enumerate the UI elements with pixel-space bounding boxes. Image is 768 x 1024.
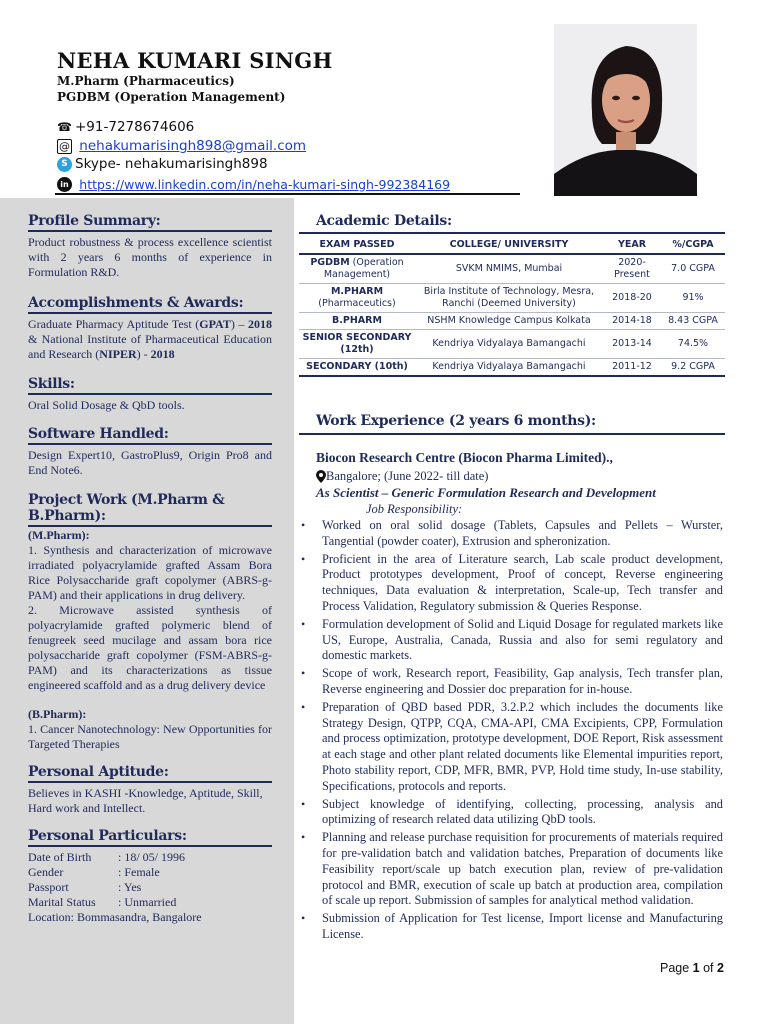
page-number: Page 1 of 2 bbox=[660, 961, 724, 975]
bpharm-label: (B.Pharm): bbox=[28, 707, 87, 721]
email-row bbox=[57, 138, 306, 154]
mpharm-label: (M.Pharm): bbox=[28, 528, 90, 542]
qualification-pgdbm: PGDBM (Operation Management) bbox=[57, 90, 286, 104]
location-pin-icon bbox=[316, 470, 326, 483]
particulars-row: Passport : Yes bbox=[28, 880, 142, 894]
list-item: • Submission of Application for Test license, Import license and Manufacturing License. bbox=[301, 911, 723, 941]
skype-row bbox=[57, 156, 268, 172]
col-score: %/CGPA bbox=[661, 236, 725, 254]
personal-particulars-heading: Personal Particulars: bbox=[28, 828, 272, 847]
profile-summary-text: Product robustness & process excellence scientist with 2 years 6 months of experience in Formulation R&D. bbox=[28, 235, 272, 279]
skype-id: Skype- nehakumarisingh898 bbox=[75, 156, 268, 172]
list-item: • Preparation of QBD based PDR, 3.2.P.2 which includes the documents like Strategy Design, QTPP, CQA, CMA-API, CMA Excipients, CPP, Formulation and process optimization, prototype development, DOE Report, Risk assessment at each stage and other plant related documents like Elemental impurities report, Photo stability report, CDP, MFR, BMR, PVP, Hold time study, In-use stability, Specifications, protocols and reports. bbox=[301, 699, 723, 793]
list-item: • Proficient in the area of Literature search, Lab scale product development, Product prototypes development, Proof of concept, Reverse engineering techniques, Data evaluation & interpretation, Scale-up, Tech transfer and Process Validation, Regulatory submission & Queries Response. bbox=[301, 551, 723, 613]
personal-aptitude-section bbox=[28, 764, 272, 816]
profile-summary-section bbox=[28, 213, 272, 280]
work-location: Bangalore; (June 2022- till date) bbox=[316, 469, 488, 484]
job-role: As Scientist – Generic Formulation Research and Development bbox=[316, 485, 656, 500]
email-icon: @ bbox=[59, 139, 70, 153]
list-item: • Planning and release purchase requisition for procurements of materials required for pre-validation batch and validation batches, Preparation of documents like Feasibility report/scale up batch execution plan, review of pre-validation protocol and BMR, execution of scale up batch at production area, compilation of scale up report. Submission of samples for analytical method validation. bbox=[301, 830, 723, 908]
col-college: COLLEGE/ UNIVERSITY bbox=[415, 236, 603, 254]
software-heading: Software Handled: bbox=[28, 426, 272, 445]
table-row: SENIOR SECONDARY (12th) Kendriya Vidyalaya Bamangachi 2013-14 74.5% bbox=[299, 330, 725, 359]
particulars-list bbox=[28, 850, 272, 925]
mpharm-project-2: 2. Microwave assisted synthesis of polyacrylamide grafted polymeric blend of fenugreek seed mucilage and assam bora rice polysaccharide graft copolymer (FSM-ABRS-g-PAM) and its characterizations as tissue engineered scaffold and as a drug delivery device bbox=[28, 603, 272, 692]
academic-header-row bbox=[299, 236, 725, 254]
particulars-row: Gender : Female bbox=[28, 865, 160, 879]
col-year: YEAR bbox=[603, 236, 661, 254]
table-row: M.PHARM (Pharmaceutics) Birla Institute of Technology, Mesra, Ranchi (Deemed University) 2018-20 91% bbox=[299, 284, 725, 313]
linkedin-icon: in bbox=[57, 177, 72, 192]
project-work-heading: Project Work (M.Pharm & B.Pharm): bbox=[28, 492, 272, 527]
personal-particulars-section bbox=[28, 828, 272, 925]
bpharm-project-1: 1. Cancer Nanotechnology: New Opportunities for Targeted Therapies bbox=[28, 722, 272, 751]
particulars-location: Location: Bommasandra, Bangalore bbox=[28, 910, 202, 924]
software-section bbox=[28, 426, 272, 478]
skills-text: Oral Solid Dosage & QbD tools. bbox=[28, 398, 185, 412]
list-item: • Subject knowledge of identifying, collecting, processing, analysis and optimizing of research related data utilizing QbD tools. bbox=[301, 796, 723, 827]
particulars-row: Marital Status : Unmarried bbox=[28, 895, 177, 909]
personal-aptitude-heading: Personal Aptitude: bbox=[28, 764, 272, 783]
mpharm-project-1: 1. Synthesis and characterization of microwave irradiated polyacrylamide grafted Assam Bora Rice Polysaccharide graft copolymer (ABRS-g-PAM) and their applications in drug delivery. bbox=[28, 543, 272, 602]
skills-heading: Skills: bbox=[28, 376, 272, 395]
linkedin-row bbox=[57, 176, 450, 192]
work-heading: Work Experience (2 years 6 months): bbox=[316, 413, 596, 429]
profile-photo bbox=[554, 24, 697, 196]
linkedin-link[interactable]: https://www.linkedin.com/in/neha-kumari-singh-992384169 bbox=[79, 176, 451, 192]
accomplishments-text: Graduate Pharmacy Aptitude Test (GPAT) – 2018 & National Institute of Pharmaceutical Education and Research (NIPER) - 2018 bbox=[28, 317, 273, 361]
responsibility-list bbox=[299, 518, 723, 945]
job-responsibility-label: Job Responsibility: bbox=[366, 502, 463, 516]
phone-row bbox=[57, 119, 194, 135]
skype-icon: S bbox=[57, 157, 72, 172]
table-row: SECONDARY (10th) Kendriya Vidyalaya Bamangachi 2011-12 9.2 CGPA bbox=[299, 359, 725, 377]
phone-icon: ☎ bbox=[57, 119, 72, 134]
list-item: • Worked on oral solid dosage (Tablets, Capsules and Pellets – Wurster, Tangential (powder coater), Extrusion and spheronization. bbox=[301, 518, 723, 548]
software-text: Design Expert10, GastroPlus9, Origin Pro8 and End Note6. bbox=[28, 448, 272, 477]
header-divider bbox=[55, 193, 520, 195]
academic-heading: Academic Details: bbox=[316, 213, 452, 229]
candidate-name: NEHA KUMARI SINGH bbox=[57, 48, 333, 73]
col-exam: EXAM PASSED bbox=[299, 236, 415, 254]
email-link[interactable]: nehakumarisingh898@gmail.com bbox=[79, 138, 307, 154]
accomplishments-heading: Accomplishments & Awards: bbox=[28, 295, 272, 314]
personal-aptitude-text: Believes in KASHI -Knowledge, Aptitude, Skill, Hard work and Intellect. bbox=[28, 786, 263, 815]
list-item: • Scope of work, Research report, Feasibility, Gap analysis, Tech transfer plan, Reverse engineering and Dossier doc preparation for in-house. bbox=[301, 666, 723, 696]
profile-summary-heading: Profile Summary: bbox=[28, 213, 272, 232]
phone-number: +91-7278674606 bbox=[75, 119, 195, 135]
qualification-mpharm: M.Pharm (Pharmaceutics) bbox=[57, 74, 235, 88]
academic-rule bbox=[299, 232, 725, 234]
company-name: Biocon Research Centre (Biocon Pharma Limited)., bbox=[316, 450, 613, 465]
list-item: • Formulation development of Solid and Liquid Dosage for regulated markets like US, Europe, Australia, Canada, Russia and also for semi regulatory and domestic markets. bbox=[301, 616, 723, 663]
particulars-row: Date of Birth : 18/ 05/ 1996 bbox=[28, 850, 186, 864]
table-row: B.PHARM NSHM Knowledge Campus Kolkata 2014-18 8.43 CGPA bbox=[299, 313, 725, 330]
accomplishments-section bbox=[28, 295, 272, 362]
skills-section bbox=[28, 376, 272, 413]
table-row: PGDBM (Operation Management) SVKM NMIMS, Mumbai 2020-Present 7.0 CGPA bbox=[299, 254, 725, 284]
academic-table bbox=[299, 236, 725, 377]
project-work-section bbox=[28, 492, 272, 752]
work-rule bbox=[299, 433, 725, 435]
